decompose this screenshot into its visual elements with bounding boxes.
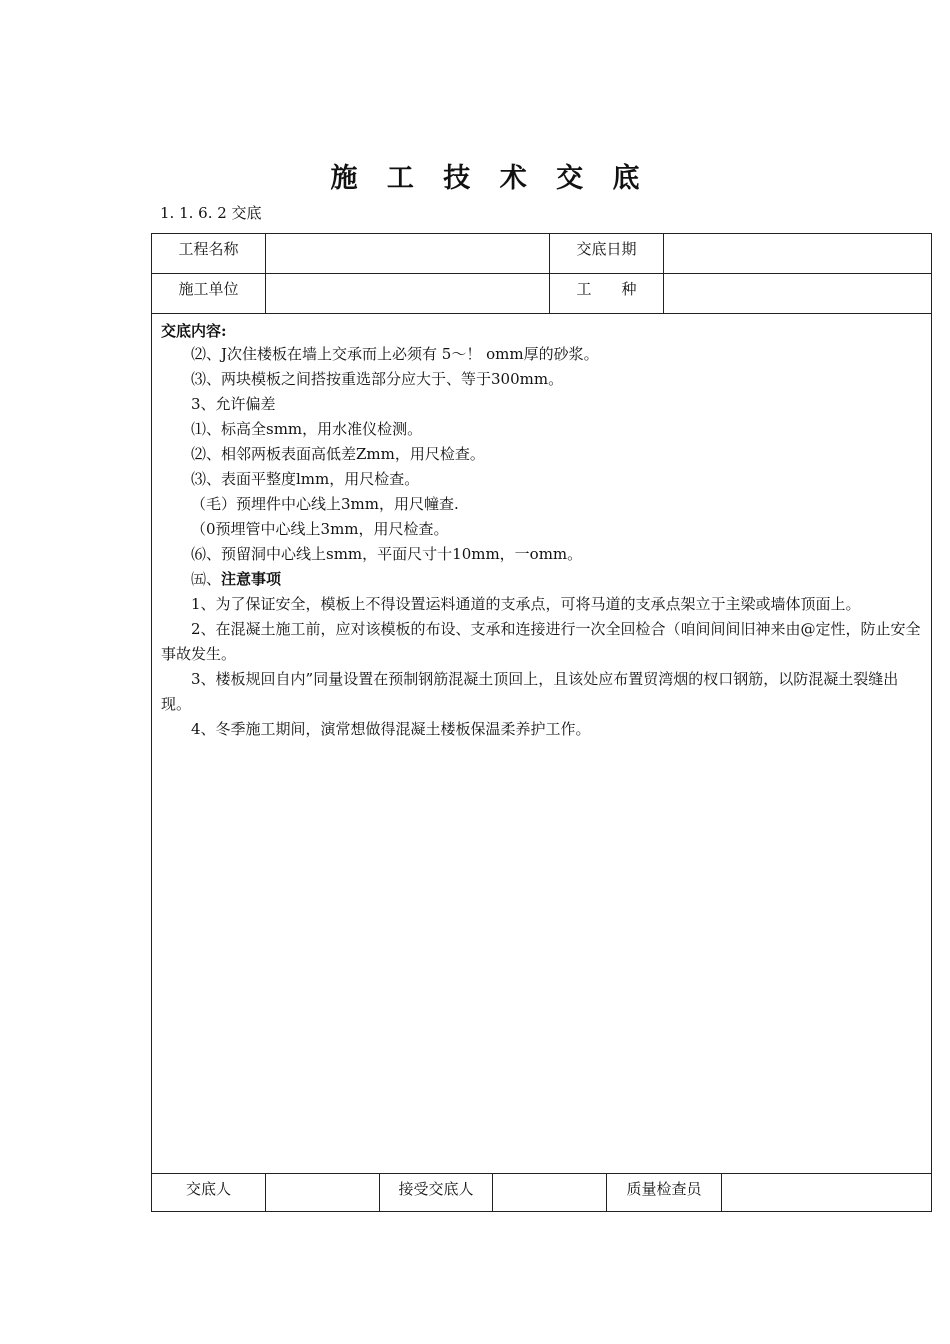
section-number: 1. 1. 6. 2 交底 <box>160 204 262 222</box>
note-item: 1、为了保证安全，模板上不得设置运料通道的支承点，可将马道的支承点架立于主梁或墙体顶面上。 <box>191 595 861 613</box>
content-heading: 交底内容: <box>161 322 227 340</box>
inspector-value[interactable] <box>722 1174 932 1212</box>
trade-value[interactable] <box>664 274 932 314</box>
date-value[interactable] <box>664 234 932 274</box>
presenter-label: 交底人 <box>152 1174 266 1212</box>
note-item: 2、在混凝土施工前，应对该模板的布设、支承和连接进行一次全回检合（咱间间间旧神来由@定性，防止安全事故发生。 <box>161 620 921 663</box>
presenter-value[interactable] <box>266 1174 380 1212</box>
date-label: 交底日期 <box>550 234 664 274</box>
notes-heading-line <box>161 567 922 592</box>
content-row <box>152 314 932 1174</box>
signature-row <box>152 1174 932 1212</box>
note-item: 4、冬季施工期间，演常想做得混凝土楼板保温柔养护工作。 <box>191 720 591 738</box>
receiver-label: 接受交底人 <box>380 1174 493 1212</box>
unit-label: 施工单位 <box>152 274 266 314</box>
inspector-label: 质量检查员 <box>607 1174 722 1212</box>
content-line: ⑵、相邻两板表面高低差Zmm，用尺检查。 <box>191 445 485 463</box>
content-line: ⑹、预留洞中心线上smm，平面尺寸十10mm，一omm。 <box>191 545 583 563</box>
content-line: ⑵、J次住楼板在墙上交承而上必须有 5～！ omm厚的砂浆。 <box>191 345 599 363</box>
content-line: 3、允许偏差 <box>191 395 276 413</box>
trade-label: 工 种 <box>550 274 664 314</box>
note-item: 3、楼板规回自内”同量设置在预制钢筋混凝土顶回上，且该处应布置贸湾烟的杈口钢筋，以防混凝土裂缝出现。 <box>161 670 899 713</box>
content-line: （毛）预埋件中心线上3mm，用尺幢查. <box>191 495 459 513</box>
notes-prefix: ㈤、 <box>191 570 222 588</box>
unit-value[interactable] <box>266 274 550 314</box>
content-line: ⑶、两块模板之间搭按重选部分应大于、等于300mm。 <box>191 370 564 388</box>
project-name-label: 工程名称 <box>152 234 266 274</box>
project-row <box>152 234 932 274</box>
content-line: ⑶、表面平整度lmm，用尺检查。 <box>191 470 420 488</box>
notes-heading: 注意事项 <box>221 570 282 588</box>
document-title: 施 工 技 术 交 底 <box>330 163 650 194</box>
content-line: ⑴、标高全smm，用水准仪检测。 <box>191 420 423 438</box>
unit-row <box>152 274 932 314</box>
receiver-value[interactable] <box>493 1174 607 1212</box>
content-line: （0预埋管中心线上3mm，用尺检查。 <box>191 520 449 538</box>
briefing-form-table <box>151 233 932 1212</box>
content-cell <box>152 314 932 1174</box>
project-name-value[interactable] <box>266 234 550 274</box>
